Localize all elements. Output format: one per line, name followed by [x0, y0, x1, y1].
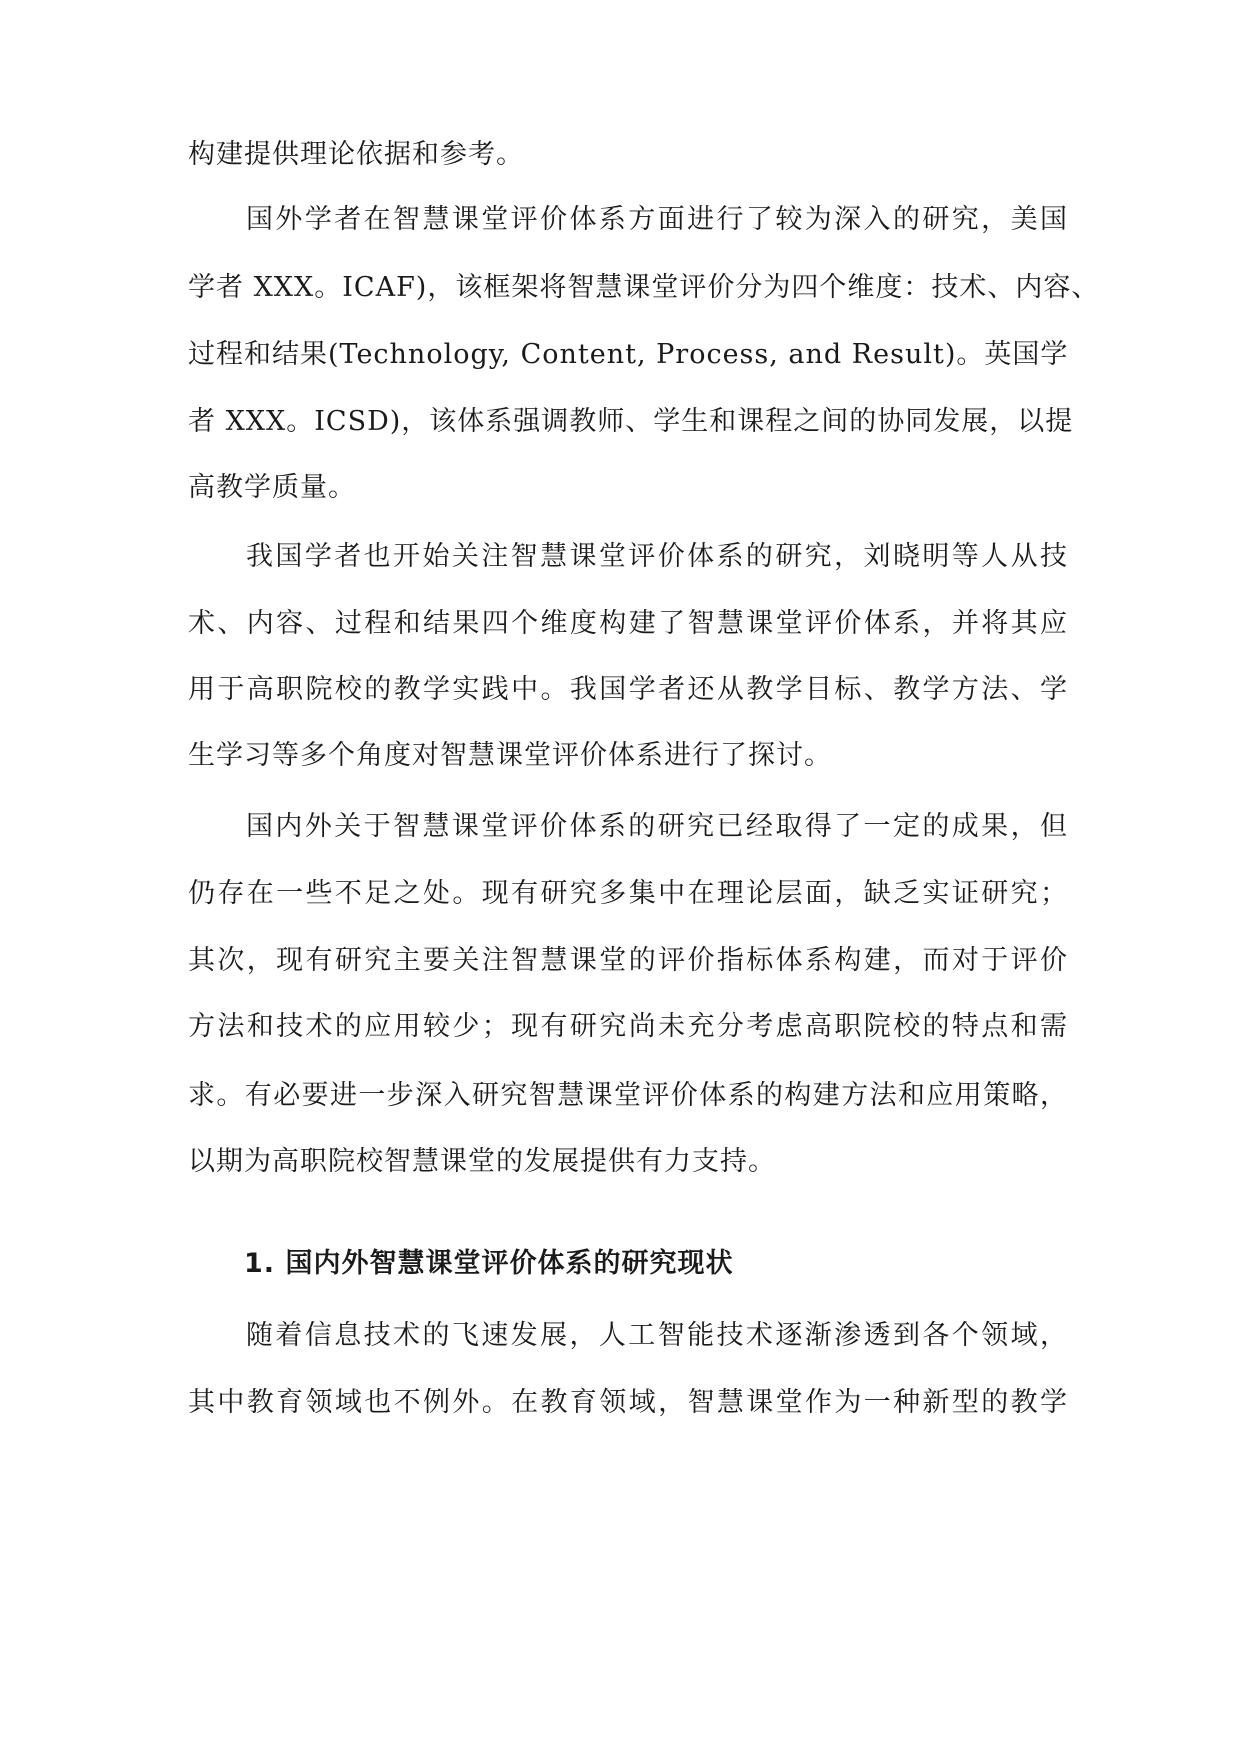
paragraph-4-line-1: 随着信息技术的飞速发展，人工智能技术逐渐渗透到各个领域，: [246, 1320, 1068, 1351]
paragraph-2-line-1: 我国学者也开始关注智慧课堂评价体系的研究，刘晓明等人从技: [246, 541, 1068, 572]
paragraph-2-line-2: 术、内容、过程和结果四个维度构建了智慧课堂评价体系，并将其应: [188, 608, 1068, 639]
section-heading: 1. 国内外智慧课堂评价体系的研究现状: [244, 1248, 734, 1279]
paragraph-1-line-2: 学者 XXX。ICAF)，该框架将智慧课堂评价分为四个维度：技术、内容、: [188, 272, 1100, 303]
paragraph-3-line-3: 其次，现有研究主要关注智慧课堂的评价指标体系构建，而对于评价: [188, 945, 1068, 976]
paragraph-3-line-2: 仍存在一些不足之处。现有研究多集中在理论层面，缺乏实证研究；: [188, 878, 1068, 909]
paragraph-4-line-2: 其中教育领域也不例外。在教育领域，智慧课堂作为一种新型的教学: [188, 1387, 1068, 1418]
paragraph-3-line-6: 以期为高职院校智慧课堂的发展提供有力支持。: [188, 1146, 776, 1177]
paragraph-2-line-3: 用于高职院校的教学实践中。我国学者还从教学目标、教学方法、学: [188, 674, 1068, 705]
paragraph-2-line-4: 生学习等多个角度对智慧课堂评价体系进行了探讨。: [188, 740, 832, 771]
paragraph-1-line-4: 者 XXX。ICSD)，该体系强调教师、学生和课程之间的协同发展，以提: [188, 406, 1074, 437]
paragraph-continuation-line: 构建提供理论依据和参考。: [188, 139, 524, 170]
paragraph-1-line-1: 国外学者在智慧课堂评价体系方面进行了较为深入的研究，美国: [246, 204, 1068, 235]
paragraph-3-line-1: 国内外关于智慧课堂评价体系的研究已经取得了一定的成果，但: [246, 811, 1068, 842]
paragraph-1-line-5: 高教学质量。: [188, 472, 356, 503]
paragraph-1-line-3: 过程和结果(Technology, Content, Process, and Result)。英国学: [188, 339, 1069, 370]
paragraph-3-line-4: 方法和技术的应用较少；现有研究尚未充分考虑高职院校的特点和需: [188, 1011, 1068, 1042]
paragraph-3-line-5: 求。有必要进一步深入研究智慧课堂评价体系的构建方法和应用策略，: [188, 1080, 1068, 1111]
